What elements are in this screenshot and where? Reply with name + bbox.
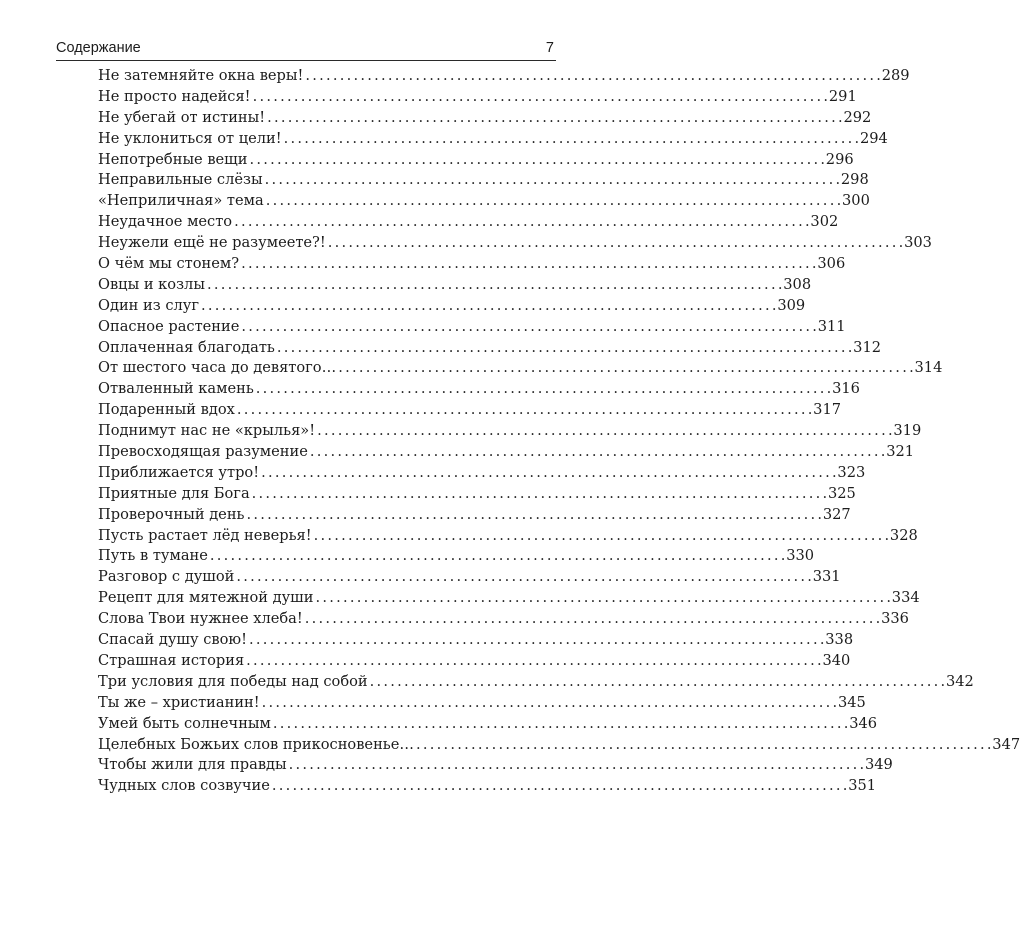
toc-entry-title: Слова Твои нужнее хлеба! (98, 610, 303, 628)
toc-entry-title: Не затемняйте окна веры! (98, 67, 304, 84)
toc-entry-page: 328 (889, 526, 918, 544)
toc-entry (98, 170, 869, 191)
running-header (56, 40, 556, 61)
dot-leader (315, 588, 889, 609)
toc-entry-page: 298 (840, 171, 869, 189)
toc-entry (98, 191, 870, 212)
toc-entry (98, 379, 860, 400)
dot-leader (252, 484, 826, 505)
dot-leader (317, 421, 891, 442)
toc-entry (98, 526, 918, 547)
toc-entry-page: 314 (914, 359, 943, 377)
dot-leader (416, 735, 990, 756)
dot-leader (305, 609, 879, 630)
toc-entry-title: Спасай душу свою! (98, 631, 247, 649)
dot-leader (284, 129, 858, 150)
toc-entry-title: От шестого часа до девятого… (98, 359, 337, 377)
table-of-contents (98, 66, 1020, 797)
dot-leader (247, 505, 821, 526)
toc-entry (98, 212, 839, 233)
toc-entry-page: 308 (783, 275, 812, 293)
toc-entry-page: 323 (837, 463, 866, 481)
toc-entry (98, 484, 856, 505)
toc-entry (98, 87, 857, 108)
page-number: 7 (545, 40, 554, 56)
toc-entry-title: Три условия для победы над собой (98, 672, 368, 690)
dot-leader (267, 108, 841, 129)
toc-entry-title: Чудных слов созвучие (98, 777, 270, 795)
toc-entry-title: Целебных Божьих слов прикосновенье… (98, 735, 414, 753)
toc-entry-page: 346 (849, 714, 878, 732)
toc-entry-title: Ты же – христианин! (98, 693, 260, 711)
toc-entry-page: 300 (842, 192, 870, 210)
toc-entry (98, 672, 974, 693)
toc-entry-title: Не просто надейся! (98, 87, 251, 105)
toc-entry (98, 609, 909, 630)
toc-entry-page: 289 (881, 67, 910, 84)
toc-entry-title: Неправильные слёзы (98, 171, 263, 189)
toc-entry-title: Не убегай от истины! (98, 108, 266, 126)
toc-entry-title: Поднимут нас не «крылья»! (98, 422, 316, 440)
toc-entry-page: 319 (893, 422, 922, 440)
toc-entry-page: 345 (837, 693, 866, 711)
toc-entry-page: 351 (848, 777, 877, 795)
toc-entry (98, 317, 846, 338)
toc-entry-title: Приближается утро! (98, 463, 260, 481)
toc-entry-page: 317 (813, 401, 842, 419)
toc-entry-page: 302 (810, 213, 839, 231)
toc-entry (98, 546, 815, 567)
toc-entry-title: Непотребные вещи (98, 150, 248, 168)
toc-entry-page: 334 (891, 589, 920, 607)
toc-entry-title: Овцы и козлы (98, 275, 205, 293)
toc-entry-title: «Неприличная» тема (98, 192, 264, 210)
dot-leader (262, 693, 836, 714)
toc-entry-page: 330 (786, 547, 815, 565)
dot-leader (277, 338, 851, 359)
toc-entry (98, 651, 851, 672)
toc-entry (98, 66, 910, 87)
toc-entry-page: 311 (817, 317, 846, 335)
toc-entry-page: 303 (904, 234, 932, 252)
toc-entry (98, 108, 872, 129)
toc-entry (98, 442, 915, 463)
toc-entry (98, 463, 866, 484)
toc-entry (98, 588, 920, 609)
toc-entry (98, 567, 841, 588)
toc-entry (98, 693, 866, 714)
toc-entry-page: 292 (843, 108, 872, 126)
dot-leader (249, 150, 823, 171)
toc-entry-title: Приятные для Бога (98, 484, 250, 502)
toc-entry (98, 338, 882, 359)
dot-leader (305, 66, 879, 87)
toc-entry (98, 358, 943, 379)
toc-entry (98, 714, 878, 735)
toc-entry-page: 296 (825, 150, 854, 168)
dot-leader (261, 463, 835, 484)
dot-leader (234, 212, 808, 233)
toc-entry-page: 309 (777, 296, 806, 314)
toc-entry-title: Оплаченная благодать (98, 338, 275, 356)
dot-leader (273, 714, 847, 735)
toc-entry-title: Не уклониться от цели! (98, 129, 282, 147)
toc-entry-title: Разговор с душой (98, 568, 235, 586)
toc-entry-page: 336 (881, 610, 909, 628)
toc-entry (98, 630, 854, 651)
toc-entry-page: 338 (825, 631, 854, 649)
toc-entry (98, 505, 851, 526)
toc-entry-title: О чём мы стонем? (98, 255, 240, 273)
toc-entry (98, 275, 812, 296)
dot-leader (246, 651, 820, 672)
toc-entry (98, 254, 846, 275)
dot-leader (236, 567, 810, 588)
toc-entry-page: 342 (945, 672, 974, 690)
toc-entry (98, 421, 922, 442)
dot-leader (237, 400, 811, 421)
dot-leader (338, 358, 912, 379)
toc-entry (98, 400, 842, 421)
toc-entry-page: 347 (992, 735, 1020, 753)
dot-leader (266, 191, 840, 212)
toc-entry (98, 776, 877, 797)
toc-entry-title: Один из слуг (98, 296, 200, 314)
toc-entry (98, 296, 806, 317)
toc-entry-page: 331 (812, 568, 841, 586)
toc-entry (98, 150, 854, 171)
toc-entry-page: 294 (859, 129, 888, 147)
toc-entry-page: 291 (828, 87, 857, 105)
toc-entry-page: 321 (886, 443, 915, 461)
toc-entry-title: Проверочный день (98, 505, 245, 523)
toc-entry (98, 129, 888, 150)
dot-leader (289, 755, 863, 776)
section-title: Содержание (56, 40, 141, 56)
toc-entry-page: 316 (832, 380, 860, 398)
dot-leader (328, 233, 902, 254)
dot-leader (314, 526, 888, 547)
dot-leader (249, 630, 823, 651)
toc-entry-page: 325 (827, 484, 856, 502)
dot-leader (310, 442, 884, 463)
toc-entry-title: Превосходящая разумение (98, 443, 308, 461)
dot-leader (256, 379, 830, 400)
toc-entry-title: Пусть растает лёд неверья! (98, 526, 312, 544)
toc-entry-title: Опасное растение (98, 317, 240, 335)
dot-leader (241, 317, 815, 338)
dot-leader (272, 776, 846, 797)
dot-leader (370, 672, 944, 693)
toc-entry-title: Неужели ещё не разумеете?! (98, 234, 326, 252)
dot-leader (253, 87, 827, 108)
dot-leader (210, 546, 784, 567)
toc-entry-page: 306 (817, 255, 846, 273)
toc-entry (98, 755, 893, 776)
toc-entry-title: Страшная история (98, 651, 245, 669)
toc-entry-page: 327 (822, 505, 851, 523)
dot-leader (265, 170, 839, 191)
toc-entry-title: Путь в тумане (98, 547, 208, 565)
dot-leader (201, 296, 775, 317)
dot-leader (207, 275, 781, 296)
toc-entry (98, 735, 1020, 756)
toc-entry-title: Отваленный камень (98, 380, 254, 398)
toc-entry-title: Подаренный вдох (98, 401, 235, 419)
toc-entry-page: 349 (864, 756, 893, 774)
toc-entry-title: Чтобы жили для правды (98, 756, 287, 774)
toc-entry-title: Умей быть солнечным (98, 714, 271, 732)
toc-entry-title: Неудачное место (98, 213, 233, 231)
toc-entry (98, 233, 932, 254)
toc-entry-page: 312 (853, 338, 882, 356)
toc-entry-page: 340 (822, 651, 851, 669)
toc-entry-title: Рецепт для мятежной души (98, 589, 314, 607)
dot-leader (241, 254, 815, 275)
